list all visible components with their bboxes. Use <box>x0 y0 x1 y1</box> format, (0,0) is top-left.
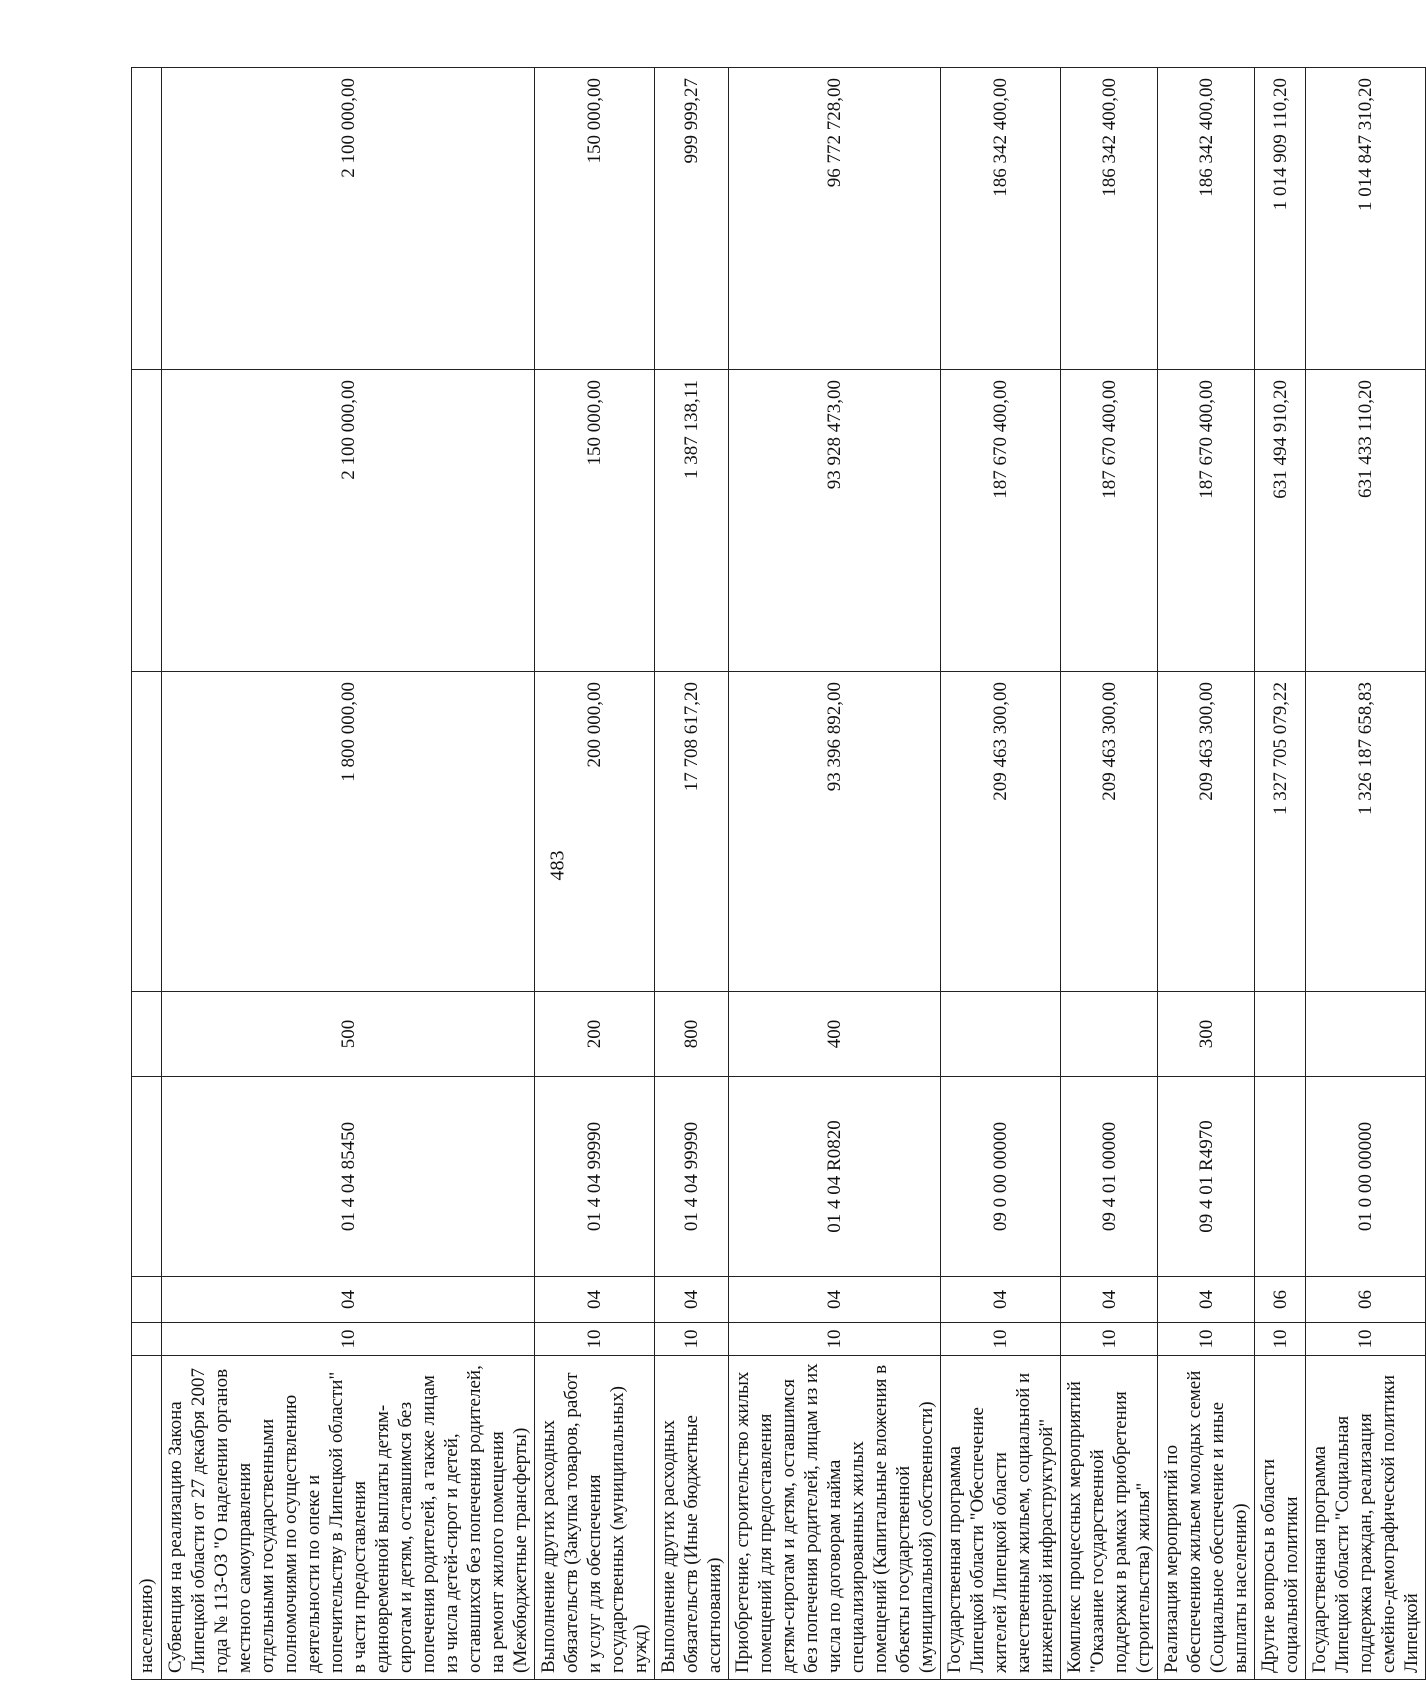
row-name: Государственная программа Липецкой области "Обеспечение жителей Липецкой области качественным жильем, социальной и инженерной инфраструктурой" <box>941 1356 1061 1680</box>
row-subsection: 04 <box>535 1277 655 1323</box>
row-amount-2 <box>132 370 162 672</box>
row-amount-2: 187 670 400,00 <box>941 370 1061 672</box>
row-section: 10 <box>535 1323 655 1356</box>
row-subsection: 06 <box>1306 1277 1426 1323</box>
row-amount-3: 150 000,00 <box>535 68 655 370</box>
row-expense-type: 300 <box>1158 992 1255 1077</box>
row-amount-2: 187 670 400,00 <box>1158 370 1255 672</box>
row-amount-3: 999 999,27 <box>655 68 729 370</box>
budget-table <box>131 67 1426 1680</box>
row-expense-type <box>1306 992 1426 1077</box>
budget-table-rotated <box>131 68 1422 1680</box>
row-name: Комплекс процессных мероприятий "Оказание государственной поддержки в рамках приобретения (строительства) жилья" <box>1061 1356 1158 1680</box>
row-target-code: 01 4 04 R0820 <box>729 1077 941 1277</box>
row-amount-2: 631 494 910,20 <box>1255 370 1306 672</box>
row-target-code: 01 4 04 99990 <box>535 1077 655 1277</box>
table-row <box>162 68 535 1680</box>
row-name: Приобретение, строительство жилых помещений для предоставления детям-сиротам и детям, оставшимся без попечения родителей, лицам из их числа по договорам найма специализированных жилых помещений (Капитальные вложения в объекты государственной (муниципальной) собственности) <box>729 1356 941 1680</box>
table-row <box>729 68 941 1680</box>
table-row <box>1306 68 1426 1680</box>
table-row <box>535 68 655 1680</box>
row-expense-type <box>1255 992 1306 1077</box>
row-subsection <box>132 1277 162 1323</box>
row-target-code <box>1255 1077 1306 1277</box>
row-amount-2: 187 670 400,00 <box>1061 370 1158 672</box>
row-target-code: 09 4 01 R4970 <box>1158 1077 1255 1277</box>
row-amount-2: 631 433 110,20 <box>1306 370 1426 672</box>
row-expense-type: 800 <box>655 992 729 1077</box>
table-row <box>941 68 1061 1680</box>
row-section: 10 <box>1158 1323 1255 1356</box>
row-subsection: 04 <box>1061 1277 1158 1323</box>
page-number: 483 <box>546 850 569 880</box>
table-row <box>1158 68 1255 1680</box>
row-amount-2: 93 928 473,00 <box>729 370 941 672</box>
row-amount-1: 209 463 300,00 <box>1061 672 1158 992</box>
row-amount-3: 186 342 400,00 <box>1158 68 1255 370</box>
table-row <box>132 68 162 1680</box>
row-amount-1: 1 327 705 079,22 <box>1255 672 1306 992</box>
row-section: 10 <box>941 1323 1061 1356</box>
row-amount-3: 186 342 400,00 <box>1061 68 1158 370</box>
row-name: Другие вопросы в области социальной политики <box>1255 1356 1306 1680</box>
row-amount-1: 17 708 617,20 <box>655 672 729 992</box>
row-subsection: 04 <box>1158 1277 1255 1323</box>
row-amount-2: 2 100 000,00 <box>162 370 535 672</box>
table-row <box>1061 68 1158 1680</box>
row-expense-type: 500 <box>162 992 535 1077</box>
row-amount-2: 1 387 138,11 <box>655 370 729 672</box>
row-amount-1: 209 463 300,00 <box>1158 672 1255 992</box>
row-name: Реализация мероприятий по обеспечению жильем молодых семей (Социальное обеспечение и иные выплаты населению) <box>1158 1356 1255 1680</box>
row-expense-type <box>132 992 162 1077</box>
table-row <box>655 68 729 1680</box>
row-amount-3: 186 342 400,00 <box>941 68 1061 370</box>
budget-table-body <box>132 68 1426 1680</box>
table-row <box>1255 68 1306 1680</box>
row-target-code <box>132 1077 162 1277</box>
row-amount-3: 96 772 728,00 <box>729 68 941 370</box>
row-name: Выполнение других расходных обязательств (Иные бюджетные ассигнования) <box>655 1356 729 1680</box>
row-amount-1: 209 463 300,00 <box>941 672 1061 992</box>
row-target-code: 01 0 00 00000 <box>1306 1077 1426 1277</box>
row-section <box>132 1323 162 1356</box>
row-target-code: 01 4 04 85450 <box>162 1077 535 1277</box>
row-name: населению) <box>132 1356 162 1680</box>
row-amount-1: 1 326 187 658,83 <box>1306 672 1426 992</box>
row-expense-type <box>1061 992 1158 1077</box>
row-expense-type: 200 <box>535 992 655 1077</box>
row-amount-3: 1 014 909 110,20 <box>1255 68 1306 370</box>
row-target-code: 09 4 01 00000 <box>1061 1077 1158 1277</box>
row-name: Выполнение других расходных обязательств (Закупка товаров, работ и услуг для обеспечения государственных (муниципальных) нужд) <box>535 1356 655 1680</box>
row-target-code: 01 4 04 99990 <box>655 1077 729 1277</box>
row-amount-1 <box>132 672 162 992</box>
row-name: Субвенция на реализацию Закона Липецкой области от 27 декабря 2007 года № 113-ОЗ "О наделении органов местного самоуправления отдельными государственными полномочиями по осуществлению деятельности по опеке и попечительству в Липецкой области" в части предоставления единовременной выплаты детям-сиротам и детям, оставшимся без попечения родителей, а также лицам из числа детей-сирот и детей, оставшихся без попечения родителей, на ремонт жилого помещения (Межбюджетные трансферты) <box>162 1356 535 1680</box>
row-expense-type <box>941 992 1061 1077</box>
row-subsection: 06 <box>1255 1277 1306 1323</box>
row-subsection: 04 <box>729 1277 941 1323</box>
row-amount-3 <box>132 68 162 370</box>
row-subsection: 04 <box>655 1277 729 1323</box>
row-amount-3: 2 100 000,00 <box>162 68 535 370</box>
row-amount-1: 93 396 892,00 <box>729 672 941 992</box>
row-section: 10 <box>1306 1323 1426 1356</box>
row-section: 10 <box>1255 1323 1306 1356</box>
row-section: 10 <box>729 1323 941 1356</box>
row-target-code: 09 0 00 00000 <box>941 1077 1061 1277</box>
row-section: 10 <box>162 1323 535 1356</box>
row-section: 10 <box>655 1323 729 1356</box>
row-subsection: 04 <box>941 1277 1061 1323</box>
row-amount-1: 1 800 000,00 <box>162 672 535 992</box>
row-name: Государственная программа Липецкой области "Социальная поддержка граждан, реализация семейно-демографической политики Липецкой <box>1306 1356 1426 1680</box>
row-amount-2: 150 000,00 <box>535 370 655 672</box>
row-amount-3: 1 014 847 310,20 <box>1306 68 1426 370</box>
row-amount-1: 200 000,00 <box>535 672 655 992</box>
row-section: 10 <box>1061 1323 1158 1356</box>
row-expense-type: 400 <box>729 992 941 1077</box>
row-subsection: 04 <box>162 1277 535 1323</box>
